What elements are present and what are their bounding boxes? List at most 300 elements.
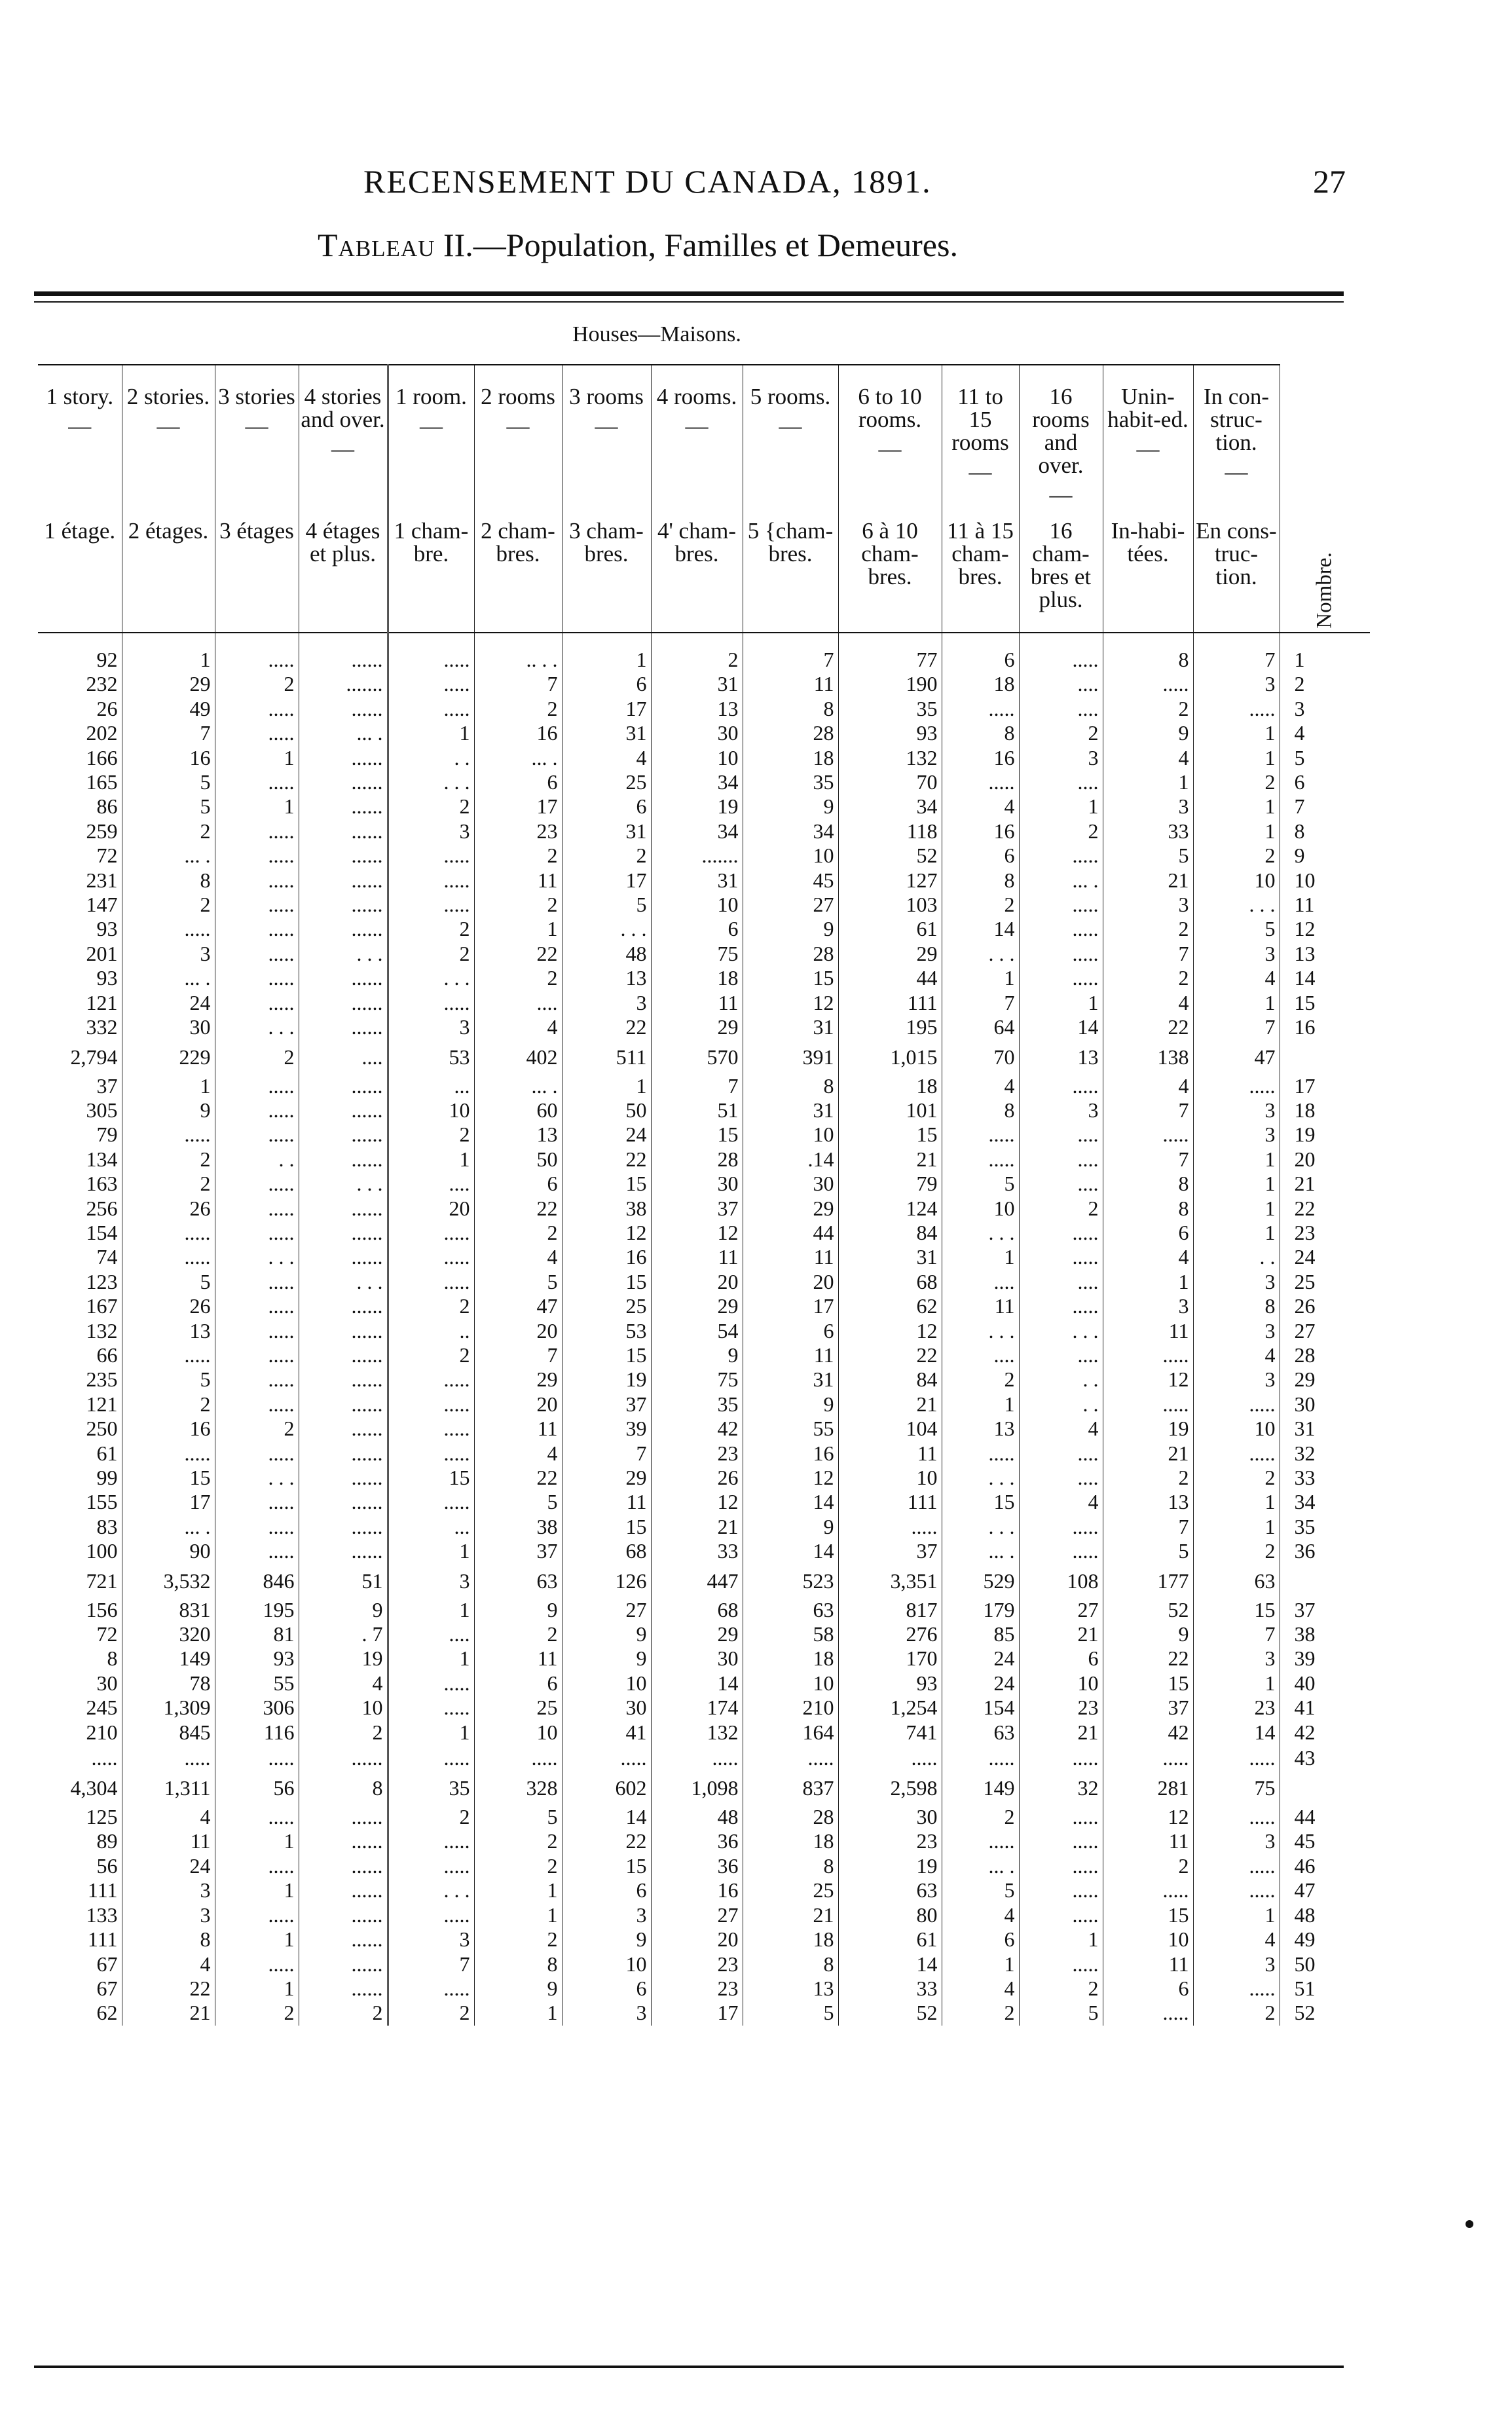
table-cell: 3	[122, 942, 215, 966]
table-row	[38, 1417, 1370, 1441]
table-cell: 7	[743, 648, 838, 672]
table-cell: 10	[474, 1720, 562, 1745]
table-cell: . . .	[1019, 1319, 1103, 1343]
table-cell: ....	[1019, 1466, 1103, 1490]
table-cell: 5	[743, 2001, 838, 2025]
table-cell: 33	[651, 1539, 743, 1563]
table-cell: 4	[1019, 1490, 1103, 1514]
table-cell: 4,304	[70, 1776, 118, 1800]
table-cell: 9	[743, 794, 838, 819]
table-cell: .....	[942, 1441, 1019, 1466]
table-cell: .....	[215, 1172, 299, 1196]
table-cell: 2	[215, 1417, 299, 1441]
table-cell: 2	[1193, 770, 1280, 794]
table-cell: 7	[1103, 942, 1193, 966]
table-cell: .....	[474, 1745, 562, 1771]
table-cell: 6	[942, 648, 1019, 672]
table-cell: 19	[838, 1854, 942, 1878]
table-cell: 60	[474, 1098, 562, 1123]
table-cell: ......	[299, 1490, 388, 1514]
table-cell: 4	[942, 794, 1019, 819]
table-cell: 155	[86, 1490, 118, 1514]
table-cell: .....	[1103, 1123, 1193, 1147]
table-cell: 11	[651, 991, 743, 1015]
table-cell: 2	[562, 844, 651, 868]
table-cell: 1	[942, 1245, 1019, 1269]
table-cell: 20	[651, 1270, 743, 1294]
table-cell: ....	[1019, 1172, 1103, 1196]
table-cell: 22	[474, 1466, 562, 1490]
table-cell: 25	[562, 1294, 651, 1318]
table-cell: .....	[122, 1245, 215, 1269]
table-cell: 2	[299, 1720, 388, 1745]
row-number: 37	[1280, 1598, 1370, 1622]
table-cell: 2	[474, 697, 562, 721]
table-cell: 30	[96, 1671, 118, 1695]
spacer-cell	[942, 633, 1019, 648]
table-cell: 3	[388, 819, 474, 844]
table-cell: 721	[86, 1568, 118, 1593]
table-cell: 9	[122, 1098, 215, 1123]
group-header-row	[38, 305, 1370, 365]
table-cell: 8	[942, 868, 1019, 893]
table-cell: 18	[942, 672, 1019, 696]
table-cell: 18	[743, 1829, 838, 1853]
table-cell: 25	[562, 770, 651, 794]
column-header-fr: 11 à 15 cham-bres.	[942, 506, 1019, 633]
column-header-en-text: 11 to 15 rooms	[951, 384, 1009, 455]
table-cell: 29	[651, 1622, 743, 1646]
table-cell: 3	[1103, 893, 1193, 917]
table-row	[38, 1367, 1370, 1392]
table-cell: 1	[562, 648, 651, 672]
table-cell: 1	[1193, 1147, 1280, 1172]
row-number: 40	[1280, 1671, 1370, 1696]
table-cell: .....	[1193, 1854, 1280, 1878]
table-cell: 23	[1193, 1696, 1280, 1720]
table-row	[38, 1952, 1370, 1976]
table-cell: ......	[299, 844, 388, 868]
table-row	[38, 844, 1370, 868]
table-row	[38, 1878, 1370, 1902]
table-cell: 21	[1103, 868, 1193, 893]
table-cell: . .	[1019, 1367, 1103, 1392]
table-cell: 23	[651, 1441, 743, 1466]
table-cell: 2	[1193, 2001, 1280, 2025]
table-cell: 16	[651, 1878, 743, 1902]
table-cell: 4	[122, 1952, 215, 1976]
table-cell: 1	[1193, 721, 1280, 745]
table-cell: 70	[838, 770, 942, 794]
table-cell: .....	[215, 1441, 299, 1466]
table-cell: . . .	[215, 1466, 299, 1490]
table-cell: 9	[1103, 1622, 1193, 1646]
table-row	[38, 868, 1370, 893]
table-cell: 8	[1193, 1294, 1280, 1318]
table-row	[38, 721, 1370, 745]
table-row	[38, 1515, 1370, 1539]
table-cell: 19	[1103, 1417, 1193, 1441]
table-cell: ... .	[122, 1515, 215, 1539]
table-cell: .....	[388, 844, 474, 868]
table-cell: 11	[942, 1294, 1019, 1318]
table-cell: .....	[215, 1221, 299, 1245]
table-cell: 5	[122, 770, 215, 794]
row-number	[1280, 1771, 1370, 1805]
table-cell: . . .	[562, 917, 651, 941]
table-cell: 47	[474, 1294, 562, 1318]
table-cell: .....	[388, 697, 474, 721]
table-cell: 5	[942, 1878, 1019, 1902]
table-cell: 45	[743, 868, 838, 893]
table-row	[38, 794, 1370, 819]
table-cell: 63	[942, 1720, 1019, 1745]
table-cell: 111	[87, 1878, 118, 1902]
table-cell: 4	[1103, 991, 1193, 1015]
table-cell: 17	[562, 697, 651, 721]
table-cell: 7	[474, 1343, 562, 1367]
table-cell: 6	[474, 1671, 562, 1696]
table-cell: 5	[1103, 844, 1193, 868]
table-cell: . . .	[388, 1878, 474, 1902]
table-cell: .....	[838, 1515, 942, 1539]
table-cell: 52	[838, 2001, 942, 2025]
table-cell: 306	[215, 1696, 299, 1720]
column-header-fr: 1 étage.	[38, 506, 122, 633]
table-cell: .....	[215, 893, 299, 917]
table-row	[38, 1319, 1370, 1343]
table-cell: 8	[743, 697, 838, 721]
table-cell: 2	[388, 1805, 474, 1829]
table-cell: 8	[122, 868, 215, 893]
table-cell: ......	[299, 1367, 388, 1392]
spacer-cell	[299, 633, 388, 648]
table-cell: 9	[1103, 721, 1193, 745]
table-cell: 18	[743, 1927, 838, 1952]
table-cell: .....	[215, 966, 299, 990]
column-header-en	[651, 365, 743, 506]
table-cell: 29	[474, 1367, 562, 1392]
table-cell: 9	[562, 1927, 651, 1952]
row-number: 16	[1280, 1015, 1370, 1039]
page-number: 27	[1313, 163, 1346, 200]
table-cell: 22	[1103, 1015, 1193, 1039]
spacer-cell	[838, 633, 942, 648]
table-cell: .....	[388, 1671, 474, 1696]
column-header-en	[838, 365, 942, 506]
table-cell: 25	[743, 1878, 838, 1902]
table-cell: .....	[1193, 1074, 1280, 1098]
header-dash: —	[506, 413, 530, 439]
table-cell: 134	[86, 1147, 118, 1171]
table-cell: 81	[215, 1622, 299, 1646]
row-number: 42	[1280, 1720, 1370, 1745]
table-cell: 1	[942, 966, 1019, 990]
table-cell: 13	[942, 1417, 1019, 1441]
column-header-en-text: In con-struc-tion.	[1203, 384, 1270, 455]
table-row	[38, 770, 1370, 794]
table-cell: 447	[651, 1564, 743, 1598]
table-cell: 35	[651, 1392, 743, 1417]
table-cell: 104	[838, 1417, 942, 1441]
table-cell: .....	[215, 1539, 299, 1563]
table-cell: 93	[96, 917, 118, 941]
table-cell: 2	[388, 1343, 474, 1367]
table-cell: 5	[1019, 2001, 1103, 2025]
row-number: 10	[1280, 868, 1370, 893]
table-cell: 3,532	[122, 1564, 215, 1598]
table-cell: . .	[388, 746, 474, 770]
table-cell: ......	[299, 1976, 388, 2001]
table-cell: .....	[942, 1147, 1019, 1172]
table-cell: 68	[651, 1598, 743, 1622]
table-cell: .....	[388, 1221, 474, 1245]
row-number: 23	[1280, 1221, 1370, 1245]
table-cell: 63	[743, 1598, 838, 1622]
spacer-cell	[388, 633, 474, 648]
table-cell: 4	[474, 1245, 562, 1269]
table-row	[38, 966, 1370, 990]
table-cell: 3	[1103, 794, 1193, 819]
table-cell: .....	[215, 1343, 299, 1367]
table-cell: 35	[388, 1771, 474, 1805]
table-cell: 22	[562, 1829, 651, 1853]
table-cell: 3	[122, 1878, 215, 1902]
table-cell: 4	[1193, 966, 1280, 990]
table-cell: .....	[388, 1392, 474, 1417]
table-cell: 116	[215, 1720, 299, 1745]
table-cell: 79	[96, 1123, 118, 1147]
table-cell: 6	[651, 917, 743, 941]
column-header-fr: 16 cham-bres et plus.	[1019, 506, 1103, 633]
table-cell: 24	[562, 1123, 651, 1147]
table-cell: 1	[215, 1878, 299, 1902]
row-number: 45	[1280, 1829, 1370, 1853]
table-cell: 51	[651, 1098, 743, 1123]
spacer-cell	[215, 633, 299, 648]
table-cell: 53	[388, 1040, 474, 1074]
table-cell: 7	[474, 672, 562, 696]
table-cell: .....	[1103, 1745, 1193, 1771]
table-cell: 2	[651, 648, 743, 672]
spacer-cell	[651, 633, 743, 648]
table-cell: .....	[1019, 1515, 1103, 1539]
table-cell: ......	[299, 770, 388, 794]
table-number: II.	[443, 227, 473, 263]
table-title	[318, 226, 958, 264]
table-cell: 12	[651, 1490, 743, 1514]
table-cell: ....	[388, 1622, 474, 1646]
table-row	[38, 1696, 1370, 1720]
table-cell: ... .	[1019, 868, 1103, 893]
table-cell: 78	[122, 1671, 215, 1696]
table-cell: 16	[942, 746, 1019, 770]
table-cell: 165	[86, 770, 118, 794]
table-row	[38, 1147, 1370, 1172]
table-cell: 20	[651, 1927, 743, 1952]
table-cell: 29	[562, 1466, 651, 1490]
table-cell: 846	[215, 1564, 299, 1598]
table-cell: 9	[743, 1392, 838, 1417]
header-dash: —	[420, 413, 443, 439]
table-cell: 259	[86, 819, 118, 843]
table-row	[38, 1927, 1370, 1952]
table-cell: 17	[474, 794, 562, 819]
table-cell: 61	[838, 917, 942, 941]
top-rule-thin	[34, 301, 1344, 303]
table-cell: 11	[474, 868, 562, 893]
table-cell: 2	[1193, 1466, 1280, 1490]
table-cell: 14	[562, 1805, 651, 1829]
table-cell: 11	[743, 672, 838, 696]
table-cell: 5	[1103, 1539, 1193, 1563]
table-cell: 37	[651, 1197, 743, 1221]
table-cell: 30	[651, 721, 743, 745]
column-header-en	[38, 365, 122, 506]
table-cell: . . .	[215, 1245, 299, 1269]
table-cell: 34	[651, 770, 743, 794]
table-cell: 21	[838, 1392, 942, 1417]
row-number: 21	[1280, 1172, 1370, 1196]
table-cell: .....	[215, 819, 299, 844]
table-cell: .....	[388, 1245, 474, 1269]
table-cell: 27	[651, 1903, 743, 1927]
table-cell: 56	[215, 1771, 299, 1805]
table-cell: 22	[122, 1976, 215, 2001]
table-cell: 26	[96, 696, 118, 720]
table-cell: 53	[562, 1319, 651, 1343]
table-cell: 14	[942, 917, 1019, 941]
table-cell: 111	[838, 991, 942, 1015]
table-row	[38, 1466, 1370, 1490]
table-cell: 281	[1103, 1771, 1193, 1805]
column-header-en-text: 2 stories.	[126, 384, 210, 409]
table-cell: 31	[743, 1367, 838, 1392]
table-cell: ... .	[299, 721, 388, 745]
row-number: 51	[1280, 1976, 1370, 2001]
table-cell: 2	[1193, 844, 1280, 868]
table-cell: 44	[838, 966, 942, 990]
table-cell: 93	[838, 721, 942, 745]
table-cell: .....	[215, 868, 299, 893]
table-cell: 2	[388, 1294, 474, 1318]
table-cell: 2	[388, 942, 474, 966]
row-number: 7	[1280, 794, 1370, 819]
table-cell: 37	[474, 1539, 562, 1563]
table-cell: ......	[299, 1466, 388, 1490]
table-cell: 7	[122, 721, 215, 745]
table-cell: 2	[942, 2001, 1019, 2025]
table-cell: 276	[838, 1622, 942, 1646]
table-cell: 845	[122, 1720, 215, 1745]
table-cell: 47	[1193, 1040, 1280, 1074]
table-cell: 1	[122, 1074, 215, 1098]
table-cell: 21	[838, 1147, 942, 1172]
table-cell: 36	[651, 1829, 743, 1853]
table-cell: 5	[122, 794, 215, 819]
table-row	[38, 1829, 1370, 1853]
table-cell: 14	[651, 1671, 743, 1696]
table-cell: 166	[86, 745, 118, 770]
table-cell: 5	[122, 1367, 215, 1392]
table-cell: .....	[1019, 648, 1103, 672]
table-cell: 21	[122, 2001, 215, 2025]
column-header-en	[1103, 365, 1193, 506]
table-cell: .....	[1103, 1878, 1193, 1902]
table-cell: 30	[743, 1172, 838, 1196]
table-cell: 147	[86, 893, 118, 917]
table-cell: .....	[215, 1392, 299, 1417]
table-cell: 3	[1193, 1646, 1280, 1671]
table-cell: .....	[1019, 1294, 1103, 1318]
table-cell: 61	[96, 1441, 118, 1465]
table-cell: 31	[651, 672, 743, 696]
table-cell: 101	[838, 1098, 942, 1123]
group-header: Houses—Maisons.	[38, 305, 1280, 365]
table-cell: 10	[942, 1197, 1019, 1221]
table-cell: 10	[1193, 1417, 1280, 1441]
spacer-cell	[1019, 633, 1103, 648]
row-number: 33	[1280, 1466, 1370, 1490]
table-cell: ....	[299, 1040, 388, 1074]
table-cell: 4	[562, 746, 651, 770]
table-cell: 10	[388, 1098, 474, 1123]
table-cell: 10	[743, 1671, 838, 1696]
table-cell: ......	[299, 697, 388, 721]
spacer-cell	[1103, 633, 1193, 648]
table-cell: 86	[96, 794, 118, 819]
table-cell: 80	[838, 1903, 942, 1927]
table-cell: 3	[1193, 1367, 1280, 1392]
table-cell: 8	[1103, 1172, 1193, 1196]
table-cell: .....	[388, 1745, 474, 1771]
table-cell: ......	[299, 819, 388, 844]
table-cell: .....	[122, 1441, 215, 1466]
table-cell: 111	[838, 1490, 942, 1514]
column-header-en	[474, 365, 562, 506]
column-header-en	[743, 365, 838, 506]
table-cell: 103	[838, 893, 942, 917]
table-cell: 1	[1193, 1221, 1280, 1245]
table-cell: 24	[942, 1671, 1019, 1696]
table-cell: 1	[1193, 746, 1280, 770]
header-dash: —	[595, 413, 618, 439]
table-cell: ......	[299, 893, 388, 917]
table-cell: 10	[1103, 1927, 1193, 1952]
table-cell: 85	[942, 1622, 1019, 1646]
table-cell: 9	[651, 1343, 743, 1367]
column-header-en	[388, 365, 474, 506]
table-cell: 20	[474, 1392, 562, 1417]
table-cell: ......	[299, 1015, 388, 1039]
column-header-en	[122, 365, 215, 506]
table-cell: 132	[651, 1720, 743, 1745]
table-cell: ....	[942, 1343, 1019, 1367]
table-cell: ... .	[942, 1854, 1019, 1878]
table-cell: .....	[215, 1197, 299, 1221]
table-cell: 195	[838, 1015, 942, 1039]
table-cell: 3	[1019, 746, 1103, 770]
table-cell: 21	[651, 1515, 743, 1539]
table-cell: ....	[1019, 770, 1103, 794]
table-cell: 64	[942, 1015, 1019, 1039]
table-cell: 11	[651, 1245, 743, 1269]
table-cell: 2	[388, 794, 474, 819]
table-cell: ......	[299, 794, 388, 819]
table-cell: .....	[215, 1367, 299, 1392]
table-cell: 52	[1103, 1598, 1193, 1622]
table-cell: 11	[122, 1829, 215, 1853]
